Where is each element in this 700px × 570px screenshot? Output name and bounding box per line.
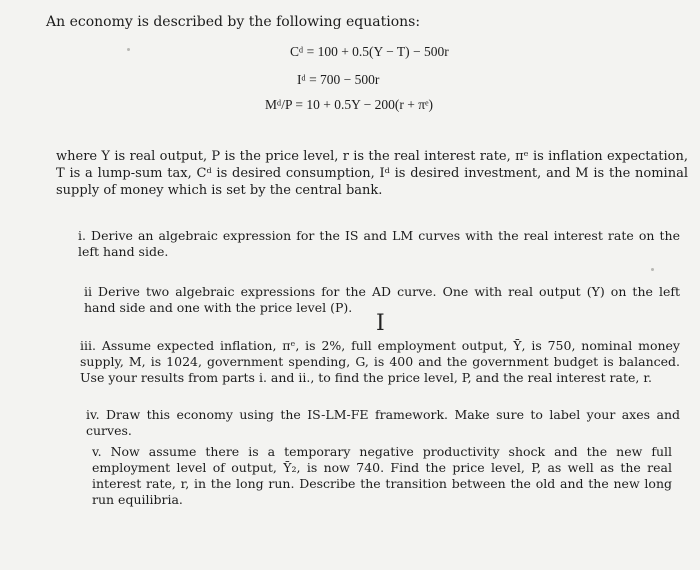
money-demand-equation: Mᵈ/P = 10 + 0.5Y − 200(r + πᵉ) <box>265 97 434 112</box>
investment-equation: Iᵈ = 700 − 500r <box>297 72 380 87</box>
intro-text: An economy is described by the following equations: <box>46 14 421 30</box>
question-v: v. Now assume there is a temporary negative productivity shock and the new full employment level of output, Ȳ₂, is now 740. Find the price level, P, as well as the real interest rate, r, in the long run. Describe the transition between the old and the new long run equilibria. <box>92 444 672 507</box>
consumption-equation: Cᵈ = 100 + 0.5(Y − T) − 500r <box>290 44 449 59</box>
speck <box>651 268 654 271</box>
question-i: i. Derive an algebraic expression for the IS and LM curves with the real interest rate on the left hand side. <box>78 228 680 259</box>
question-iv: iv. Draw this economy using the IS-LM-FE framework. Make sure to label your axes and curves. <box>86 407 680 438</box>
question-iii: iii. Assume expected inflation, πᵉ, is 2%, full employment output, Ȳ, is 750, nominal money supply, M, is 1024, government spending, G, is 400 and the government budget is balanced. Use your results from parts i. and ii., to find the price level, P, and the real interest rate, r. <box>80 338 680 385</box>
text-cursor-icon: I <box>376 311 385 336</box>
question-ii: ii Derive two algebraic expressions for the AD curve. One with real output (Y) on the left hand side and one with the price level (P). <box>84 284 680 315</box>
definitions-paragraph: where Y is real output, P is the price level, r is the real interest rate, πᵉ is inflation expectation, T is a lump-sum tax, Cᵈ is desired consumption, Iᵈ is desired investment, and M is the nominal supply of money which is set by the central bank. <box>56 149 688 198</box>
speck <box>127 48 130 51</box>
